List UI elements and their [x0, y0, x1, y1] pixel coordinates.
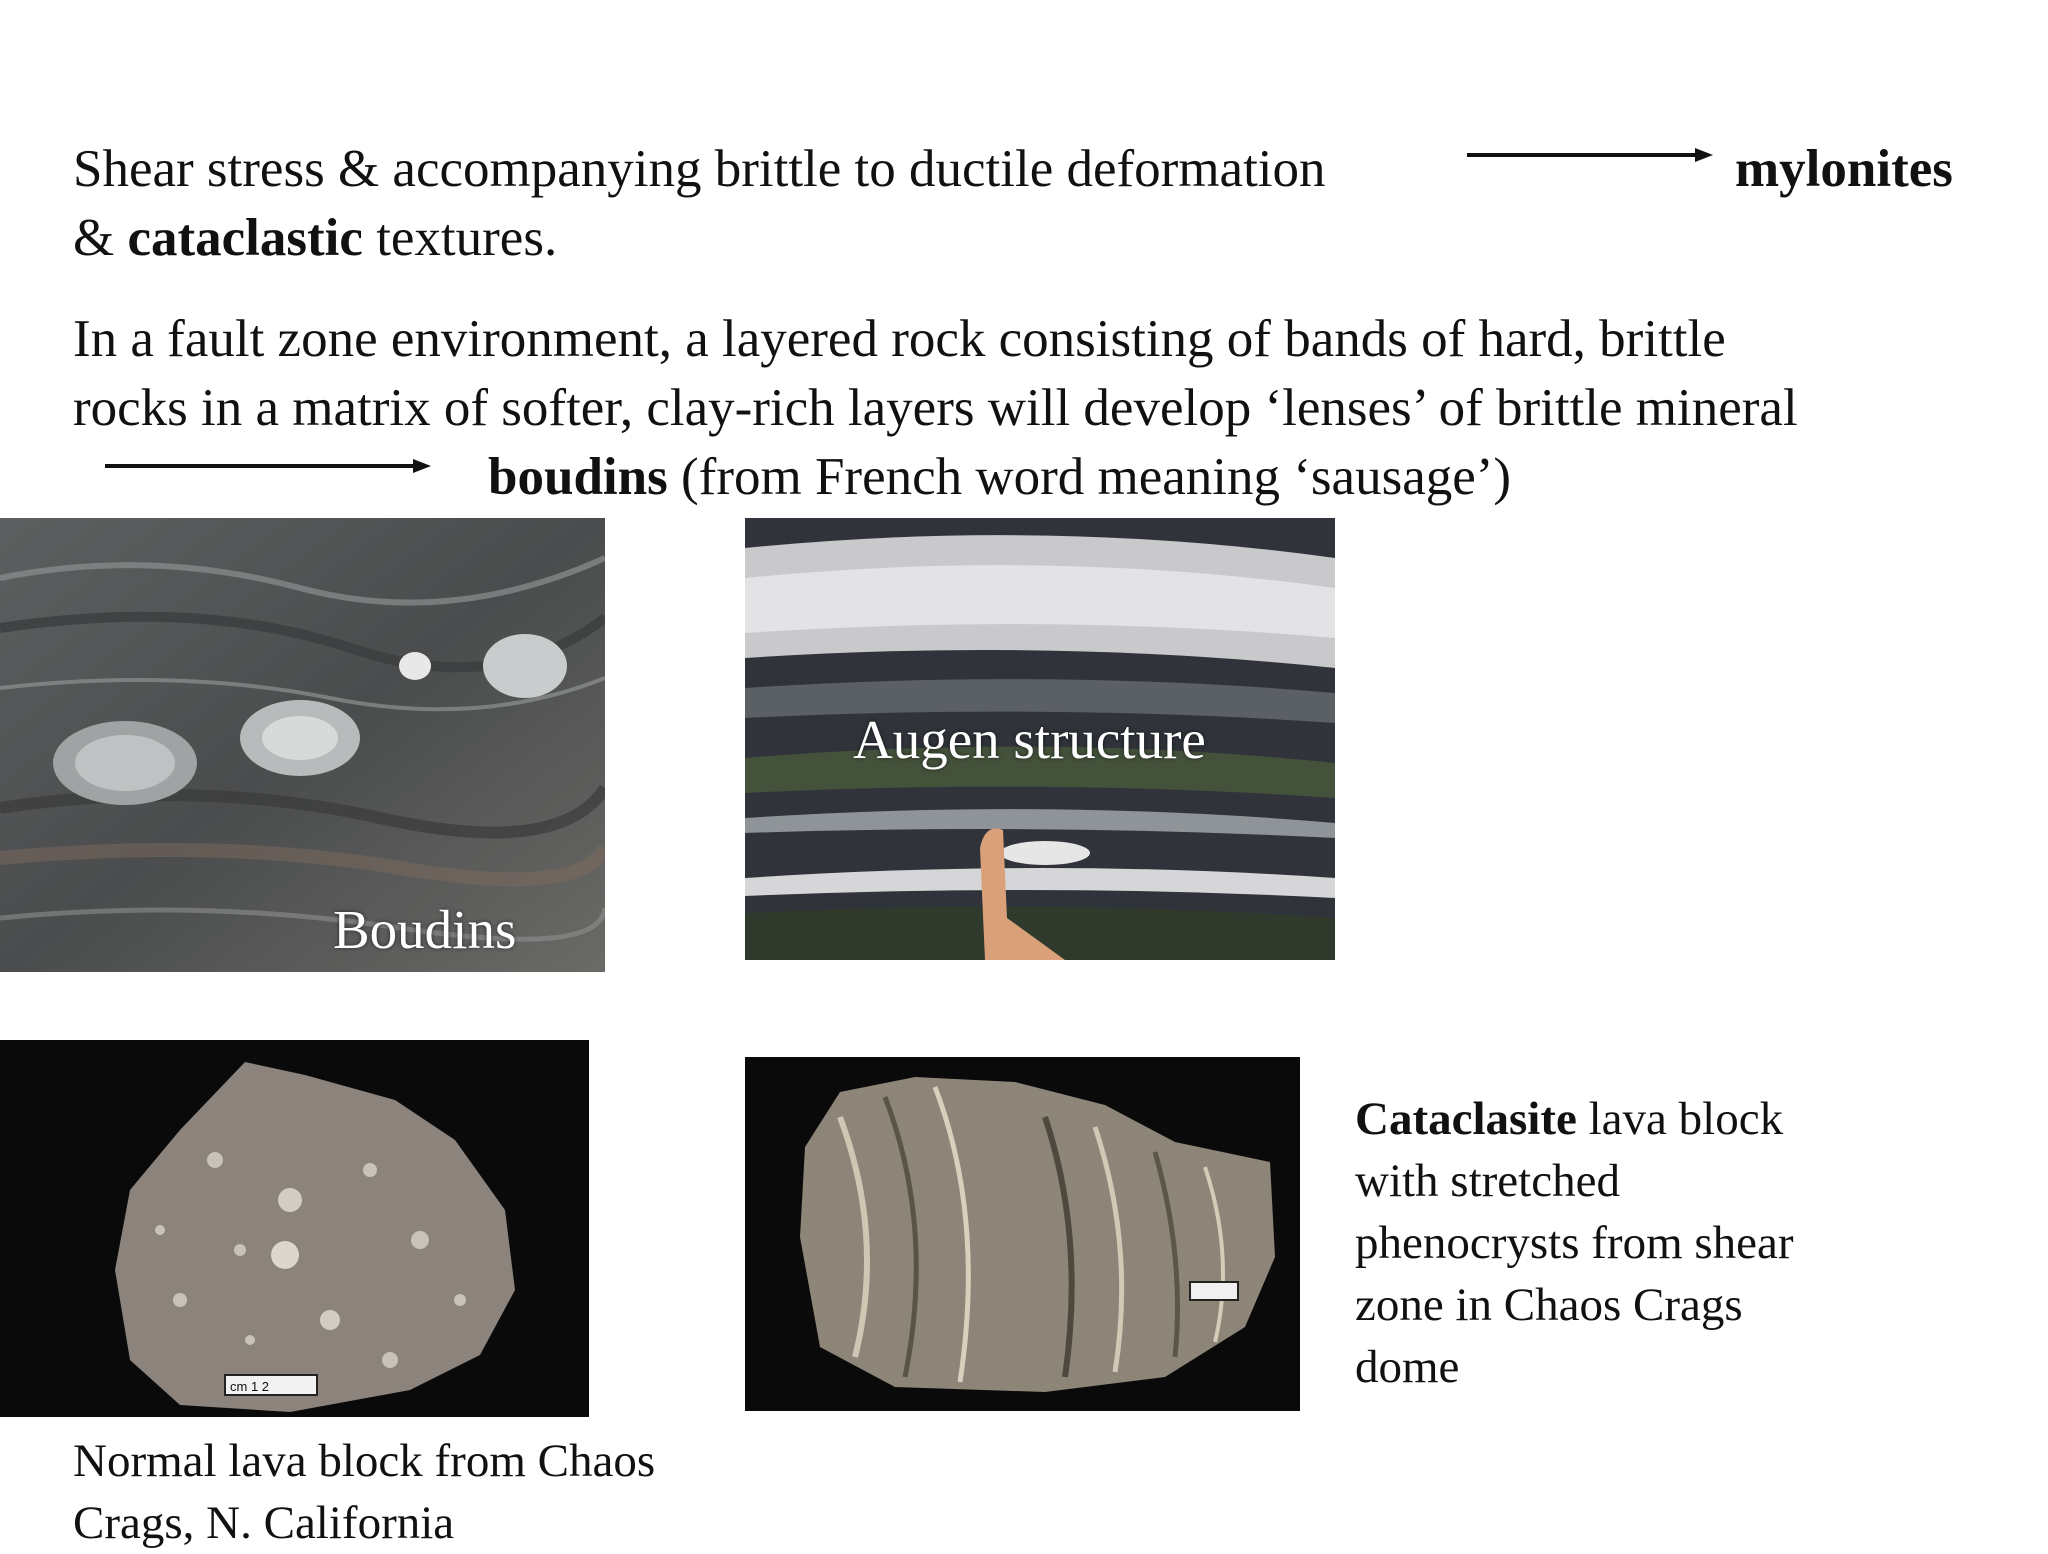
cataclasite-caption-line-5: dome	[1355, 1341, 1460, 1393]
cataclasite-caption-line-1	[1355, 1088, 1975, 1150]
cataclastic-term: cataclastic	[127, 209, 363, 267]
fault-line-3	[488, 443, 1511, 511]
scale-bar-text: cm 1 2	[230, 1379, 270, 1394]
augen-label: Augen structure	[853, 709, 1206, 770]
intro-amp: &	[73, 209, 128, 267]
boudins-label: Boudins	[333, 899, 517, 960]
arrow-right-icon	[1465, 145, 1715, 165]
cataclasite-term: Cataclasite	[1355, 1093, 1577, 1145]
cataclasite-photo	[745, 1057, 1300, 1411]
intro-textures: textures.	[362, 209, 558, 267]
cataclasite-caption-rest: lava block	[1576, 1093, 1784, 1145]
normal-lava-photo	[0, 1040, 589, 1417]
fault-line-1: In a fault zone environment, a layered rock consisting of bands of hard, brittle	[73, 310, 1726, 368]
boudins-term: boudins	[488, 448, 668, 506]
fault-line-2: rocks in a matrix of softer, clay-rich layers will develop ‘lenses’ of brittle mineral	[73, 379, 1798, 437]
intro-line-1	[73, 135, 1326, 203]
normal-caption-line-1: Normal lava block from Chaos	[73, 1435, 656, 1487]
cataclasite-caption-line-2: with stretched	[1355, 1155, 1620, 1207]
normal-lava-caption	[73, 1430, 773, 1554]
boudins-meaning: (from French word meaning ‘sausage’)	[667, 448, 1512, 506]
cataclasite-caption-line-3: phenocrysts from shear	[1355, 1217, 1794, 1269]
cataclasite-caption-line-4: zone in Chaos Crags	[1355, 1279, 1743, 1331]
arrow-right-icon	[103, 456, 433, 476]
cataclasite-caption	[1355, 1088, 1975, 1398]
mylonites-term: mylonites	[1735, 140, 1953, 198]
intro-shear-text: Shear stress & accompanying brittle to ductile deformation	[73, 140, 1326, 198]
normal-caption-line-2: Crags, N. California	[73, 1497, 455, 1549]
intro-line-2	[73, 204, 557, 272]
